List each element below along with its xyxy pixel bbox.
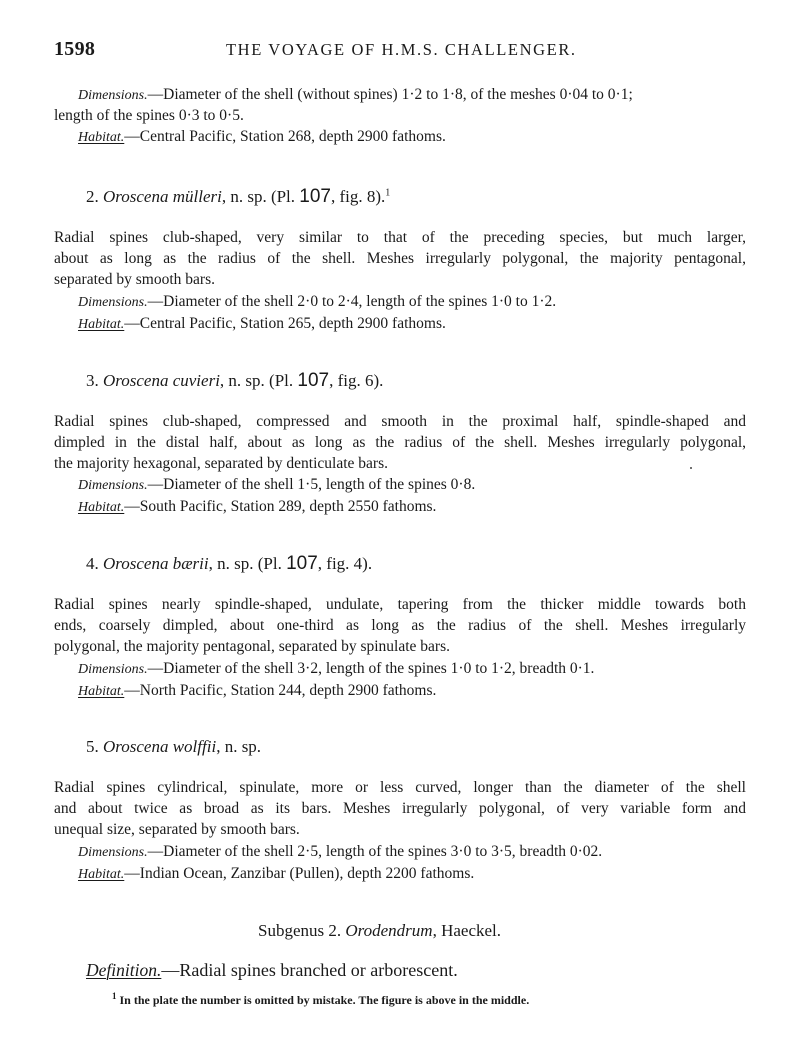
definition-line [86,960,458,981]
dash: — [124,682,140,699]
dimensions-text: Diameter of the shell 2·0 to 2·4, length of the spines 1·0 to 1·2. [163,293,557,310]
habitat-label: Habitat. [78,684,125,699]
running-title: THE VOYAGE OF H.M.S. CHALLENGER. [226,40,577,59]
species-name: Oroscena cuvieri [103,371,220,390]
species-heading [86,737,261,757]
species-heading [86,186,390,208]
dimensions-text: Diameter of the shell 2·5, length of the spines 3·0 to 3·5, breadth 0·02. [163,843,603,860]
figure-ref: , fig. 4). [317,554,373,573]
species-description-line: Radial spines cylindrical, spinulate, more or less curved, longer than the diameter of the shell [54,779,746,796]
intro-dimensions-text-1: Diameter of the shell (without spines) 1·2 to 1·8, of the meshes 0·04 to 0·1; [163,86,633,103]
dash: — [124,315,140,332]
page-number: 1598 [54,38,96,60]
habitat-label: Habitat. [78,500,125,515]
figure-ref: , fig. 6). [329,371,384,390]
plate-number: 107 [299,186,331,207]
species-name: Oroscena wolffii [103,737,217,756]
species-status: , n. sp. (Pl. [219,371,294,390]
species-number: 3. [86,371,99,390]
species-description-line: about as long as the radius of the shell. Meshes irregularly polygonal, the majority pentagonal, [54,250,746,267]
species-description-line: dimpled in the distal half, about as long as the radius of the shell. Meshes irregularly polygonal, [54,434,746,451]
dash: — [147,660,164,677]
species-habitat [78,864,474,885]
dimensions-label: Dimensions. [78,295,148,310]
footnote-text: In the plate the number is omitted by mistake. The figure is above in the middle. [119,993,530,1007]
species-description-line: ends, coarsely dimpled, about one-third as long as the radius of the shell. Meshes irregularly [54,617,746,634]
species-description-line: polygonal, the majority pentagonal, separated by spinulate bars. [54,638,450,655]
species-dimensions [78,842,602,863]
species-number: 2. [86,187,99,206]
species-description-line: unequal size, separated by smooth bars. [54,821,300,838]
species-description-line: and about twice as broad as its bars. Meshes irregularly polygonal, of very variable form and [54,800,746,817]
habitat-text: North Pacific, Station 244, depth 2900 fathoms. [139,682,437,699]
print-speck [690,467,692,469]
species-description-line: Radial spines nearly spindle-shaped, undulate, tapering from the thicker middle towards both [54,596,746,613]
habitat-label: Habitat. [78,130,125,145]
dimensions-text: Diameter of the shell 1·5, length of the spines 0·8. [163,476,476,493]
subgenus-name: Orodendrum [345,921,433,940]
plate-number: 107 [286,553,318,574]
footnote [112,991,529,1008]
plate-number: 107 [297,370,330,391]
figure-ref: , fig. 8). [331,187,386,206]
habitat-text: Indian Ocean, Zanzibar (Pullen), depth 2200 fathoms. [139,865,475,882]
footnote-mark: 1 [112,991,117,1001]
dash: — [161,960,180,980]
species-dimensions [78,292,556,313]
dash: — [147,476,164,493]
definition-text: Radial spines branched or arborescent. [179,960,458,980]
species-number: 4. [86,554,99,573]
habitat-label: Habitat. [78,867,125,882]
intro-habitat-text: Central Pacific, Station 268, depth 2900 fathoms. [139,128,446,145]
subgenus-heading [258,921,501,941]
dash: — [147,86,164,103]
dash: — [147,843,164,860]
dimensions-label: Dimensions. [78,845,148,860]
species-habitat [78,314,446,335]
subgenus-prefix: Subgenus 2. [258,921,342,940]
intro-dimensions-text-2: length of the spines 0·3 to 0·5. [54,107,244,124]
species-habitat [78,497,436,518]
species-dimensions [78,659,594,680]
species-number: 5. [86,737,99,756]
footnote-marker: 1 [385,187,391,199]
species-habitat [78,681,436,702]
species-status: , n. sp. (Pl. [221,187,296,206]
dimensions-label: Dimensions. [78,662,148,677]
dimensions-text: Diameter of the shell 3·2, length of the spines 1·0 to 1·2, breadth 0·1. [163,660,595,677]
dash: — [124,498,140,515]
dash: — [147,293,164,310]
species-description-line: Radial spines club-shaped, compressed and smooth in the proximal half, spindle-shaped and [54,413,746,430]
dimensions-label: Dimensions. [78,88,148,103]
species-dimensions [78,475,475,496]
habitat-text: South Pacific, Station 289, depth 2550 fathoms. [139,498,437,515]
dash: — [124,128,140,145]
habitat-label: Habitat. [78,317,125,332]
species-description-line: separated by smooth bars. [54,271,215,288]
intro-dimensions-line [78,85,633,106]
species-name: Oroscena mülleri [103,187,222,206]
species-heading [86,553,372,575]
dash: — [124,865,140,882]
species-description-line: Radial spines club-shaped, very similar to that of the preceding species, but much larger, [54,229,746,246]
dimensions-label: Dimensions. [78,478,148,493]
intro-habitat-line [78,127,446,148]
species-description-line: the majority hexagonal, separated by denticulate bars. [54,455,388,472]
subgenus-author: , Haeckel. [432,921,502,940]
species-heading [86,370,383,392]
species-status: , n. sp. [216,737,262,756]
habitat-text: Central Pacific, Station 265, depth 2900 fathoms. [139,315,446,332]
species-name: Oroscena bærii [103,554,209,573]
definition-label: Definition. [86,960,162,980]
species-status: , n. sp. (Pl. [208,554,282,573]
